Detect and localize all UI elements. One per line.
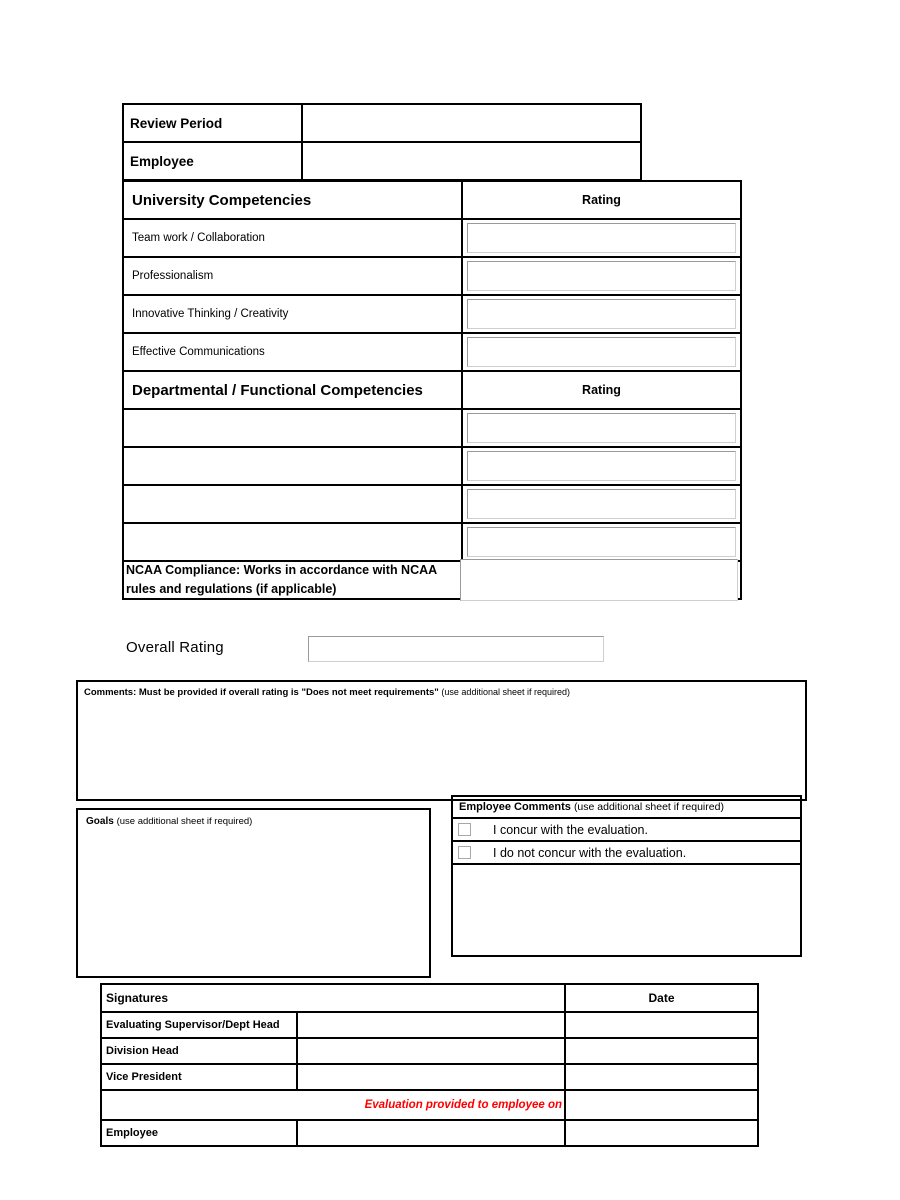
rating-cell	[462, 219, 741, 257]
review-period-value[interactable]	[302, 104, 641, 142]
table-row	[123, 295, 741, 333]
competency-label-innovative-thinking: Innovative Thinking / Creativity	[123, 295, 462, 333]
not-concur-row[interactable]	[453, 842, 800, 865]
concur-checkbox[interactable]	[458, 823, 471, 836]
signatures-header-row	[101, 984, 758, 1012]
comments-box[interactable]	[76, 680, 807, 801]
rating-cell	[462, 333, 741, 371]
comments-title	[78, 682, 805, 699]
university-rating-label: Rating	[462, 181, 741, 219]
rating-cell	[462, 409, 741, 447]
departmental-competency-input-4[interactable]	[123, 523, 462, 561]
employee-label: Employee	[123, 142, 302, 180]
table-row	[101, 1012, 758, 1038]
date-input-division-head[interactable]	[565, 1038, 758, 1064]
table-row	[123, 409, 741, 447]
employee-value[interactable]	[302, 142, 641, 180]
review-period-label: Review Period	[123, 104, 302, 142]
table-row	[123, 333, 741, 371]
concur-row[interactable]	[453, 819, 800, 842]
evaluation-provided-row	[101, 1090, 758, 1120]
employee-comments-title-bold: Employee Comments	[459, 801, 571, 813]
rating-input-innovative-thinking[interactable]	[467, 299, 736, 329]
departmental-rating-input-1[interactable]	[467, 413, 736, 443]
table-row	[123, 523, 741, 561]
university-competencies-label: University Competencies	[123, 181, 462, 219]
concur-label: I concur with the evaluation.	[493, 822, 648, 837]
table-row	[123, 142, 641, 180]
university-competencies-header-row	[123, 181, 741, 219]
signature-label-employee: Employee	[101, 1120, 297, 1146]
not-concur-checkbox[interactable]	[458, 846, 471, 859]
rating-input-professionalism[interactable]	[467, 261, 736, 291]
table-row	[123, 257, 741, 295]
departmental-competency-input-3[interactable]	[123, 485, 462, 523]
table-row	[123, 485, 741, 523]
rating-cell	[462, 295, 741, 333]
signature-label-division-head: Division Head	[101, 1038, 297, 1064]
competencies-table	[122, 180, 742, 600]
signature-label-vice-president: Vice President	[101, 1064, 297, 1090]
rating-cell	[462, 447, 741, 485]
rating-cell	[462, 523, 741, 561]
departmental-competencies-header-row	[123, 371, 741, 409]
departmental-competency-input-2[interactable]	[123, 447, 462, 485]
table-row	[123, 447, 741, 485]
comments-title-note: (use additional sheet if required)	[441, 687, 570, 697]
rating-cell	[462, 485, 741, 523]
rating-cell	[462, 257, 741, 295]
overall-rating-label: Overall Rating	[126, 639, 224, 656]
rating-input-team-work[interactable]	[467, 223, 736, 253]
evaluation-provided-date-input[interactable]	[565, 1090, 758, 1120]
rating-input-effective-communications[interactable]	[467, 337, 736, 367]
departmental-rating-input-3[interactable]	[467, 489, 736, 519]
departmental-competency-input-1[interactable]	[123, 409, 462, 447]
table-row	[101, 1038, 758, 1064]
signature-input-employee[interactable]	[297, 1120, 565, 1146]
ncaa-compliance-label: NCAA Compliance: Works in accordance with NCAA rules and regulations (if applicable)	[126, 563, 437, 596]
goals-title	[78, 810, 429, 827]
employee-comments-title-note: (use additional sheet if required)	[573, 801, 724, 813]
date-input-vice-president[interactable]	[565, 1064, 758, 1090]
goals-textarea[interactable]	[78, 827, 429, 967]
signature-label-evaluating-supervisor: Evaluating Supervisor/Dept Head	[101, 1012, 297, 1038]
signatures-table	[100, 983, 759, 1147]
competency-label-effective-communications: Effective Communications	[123, 333, 462, 371]
date-input-employee[interactable]	[565, 1120, 758, 1146]
overall-rating-input[interactable]	[308, 636, 604, 662]
employee-comments-box	[451, 795, 802, 957]
date-header-label: Date	[565, 984, 758, 1012]
table-row	[123, 104, 641, 142]
signatures-header-label: Signatures	[101, 984, 565, 1012]
competency-label-professionalism: Professionalism	[123, 257, 462, 295]
employee-comments-title	[453, 797, 800, 819]
signature-input-vice-president[interactable]	[297, 1064, 565, 1090]
table-row	[101, 1064, 758, 1090]
goals-title-bold: Goals	[86, 816, 114, 827]
signature-input-evaluating-supervisor[interactable]	[297, 1012, 565, 1038]
comments-title-bold: Comments: Must be provided if overall rating is "Does not meet requirements"	[84, 687, 439, 698]
signature-input-division-head[interactable]	[297, 1038, 565, 1064]
review-header-table	[122, 103, 642, 181]
competency-label-team-work: Team work / Collaboration	[123, 219, 462, 257]
evaluation-provided-spacer	[101, 1090, 297, 1120]
goals-title-note: (use additional sheet if required)	[116, 816, 253, 827]
table-row	[101, 1120, 758, 1146]
not-concur-label: I do not concur with the evaluation.	[493, 845, 687, 860]
comments-textarea[interactable]	[78, 699, 805, 791]
departmental-competencies-label: Departmental / Functional Competencies	[123, 371, 462, 409]
table-row	[123, 219, 741, 257]
employee-comments-textarea[interactable]	[453, 865, 800, 965]
ncaa-compliance-input[interactable]	[460, 559, 738, 601]
goals-box[interactable]	[76, 808, 431, 978]
departmental-rating-input-2[interactable]	[467, 451, 736, 481]
departmental-rating-input-4[interactable]	[467, 527, 736, 557]
date-input-evaluating-supervisor[interactable]	[565, 1012, 758, 1038]
departmental-rating-label: Rating	[462, 371, 741, 409]
evaluation-provided-note: Evaluation provided to employee on	[297, 1090, 565, 1120]
